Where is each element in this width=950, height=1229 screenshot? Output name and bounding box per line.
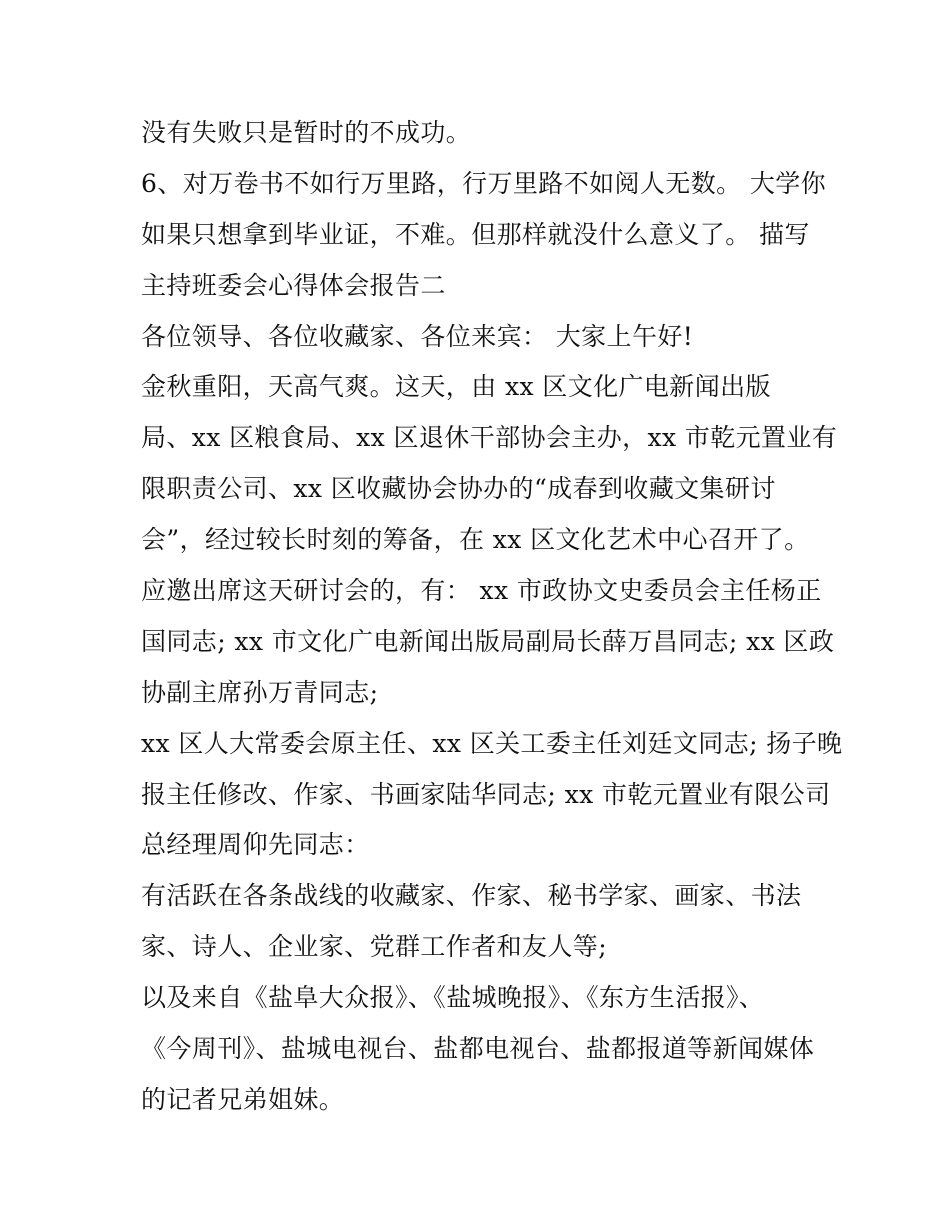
document-body: [141, 108, 841, 1126]
text-line-12: 协副主席孙万青同志;: [141, 677, 379, 707]
text-line-3: 如果只想拿到毕业证，不难。但那样就没什么意义了。 描写: [141, 219, 810, 249]
text-line-14: 报主任修改、作家、书画家陆华同志; xx 市乾元置业有限公司: [141, 779, 831, 809]
text-line-8: 限职责公司、xx 区收藏协会协办的“成春到收藏文集研讨: [141, 474, 776, 504]
section-title: 主持班委会心得体会报告二: [141, 270, 446, 300]
text-line-16: 有活跃在各条战线的收藏家、作家、秘书学家、画家、书法: [141, 881, 802, 911]
text-line-13: xx 区人大常委会原主任、xx 区关工委主任刘廷文同志; 扬子晚: [141, 728, 843, 758]
text-line-2: 6、对万卷书不如行万里路，行万里路不如阅人无数。 大学你: [141, 168, 827, 198]
text-line-10: 应邀出席这天研讨会的，有： xx 市政协文史委员会主任杨正: [141, 576, 822, 606]
text-line-18: 以及来自《盐阜大众报》、《盐城晚报》、《东方生活报》、: [141, 983, 765, 1013]
text-line-9: 会”，经过较长时刻的筹备，在 xx 区文化艺术中心召开了。: [141, 525, 810, 555]
text-line-7: 局、xx 区粮食局、xx 区退休干部协会主办，xx 市乾元置业有: [141, 423, 838, 453]
text-line-20: 的记者兄弟姐妹。: [141, 1084, 345, 1114]
text-line-11: 国同志; xx 市文化广电新闻出版局副局长薛万昌同志; xx 区政: [141, 626, 835, 656]
text-line-6: 金秋重阳，天高气爽。这天，由 xx 区文化广电新闻出版: [141, 372, 771, 402]
text-line-15: 总经理周仰先同志：: [141, 830, 370, 860]
text-line-19: 《今周刊》、盐城电视台、盐都电视台、盐都报道等新闻媒体: [141, 1034, 815, 1064]
text-line-17: 家、诗人、企业家、党群工作者和友人等;: [141, 932, 608, 962]
greeting-line: 各位领导、各位收藏家、各位来宾： 大家上午好!: [141, 321, 694, 351]
text-line-1: 没有失败只是暂时的不成功。: [141, 118, 472, 147]
